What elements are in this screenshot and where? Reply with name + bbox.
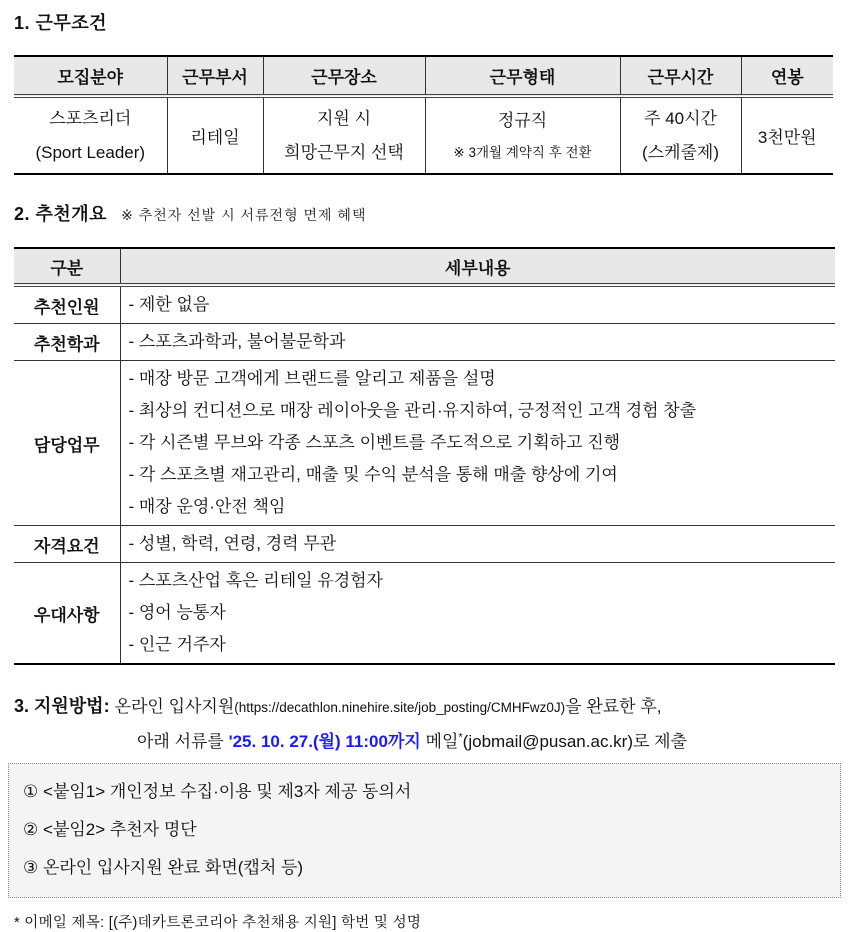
section3-title: 3. 지원방법 — [14, 696, 104, 716]
detail-item: - 각 시즌별 무브와 각종 스포츠 이벤트를 주도적으로 기획하고 진행 — [128, 433, 621, 452]
row-label: 자격요건 — [14, 526, 120, 563]
apply-line1: 3. 지원방법: 온라인 입사지원(https://decathlon.ninehire.site/job_posting/CMHFwz0J)을 완료한 후, — [14, 696, 662, 716]
row-label: 추천학과 — [14, 324, 120, 361]
working-conditions-table — [14, 55, 833, 175]
table-row — [14, 96, 833, 174]
table-header-row — [14, 56, 833, 96]
table-row-preferences — [14, 563, 835, 665]
detail-item: - 스포츠과학과, 불어불문학과 — [128, 332, 346, 351]
detail-item: - 각 스포츠별 재고관리, 매출 및 수익 분석을 통해 매출 향상에 기여 — [128, 465, 618, 484]
deadline-text: '25. 10. 27.(월) 11:00까지 — [228, 732, 421, 751]
detail-item: - 최상의 컨디션으로 매장 레이아웃을 관리·유지하여, 긍정적인 고객 경험 창출 — [128, 401, 697, 420]
row-label: 추천인원 — [14, 285, 120, 324]
table-row-headcount — [14, 285, 835, 324]
detail-item: - 성별, 학력, 연령, 경력 무관 — [128, 534, 337, 553]
attachments-box — [8, 763, 841, 898]
col-header-dept: 근무부서 — [167, 56, 263, 96]
detail-item: - 스포츠산업 혹은 리테일 유경험자 — [128, 571, 383, 590]
row-label: 우대사항 — [14, 563, 120, 665]
cell-salary: 3천만원 — [741, 96, 833, 174]
application-url: (https://decathlon.ninehire.site/job_posting/CMHFwz0J) — [234, 700, 566, 715]
email-subject-footnote: * 이메일 제목: [(주)데카트론코리아 추천채용 지원] 학번 및 성명 — [14, 915, 422, 931]
footnote-marker: * — [458, 731, 463, 744]
col-header-hours: 근무시간 — [620, 56, 741, 96]
section2-heading — [14, 200, 835, 226]
attachment-item-3: ③ 온라인 입사지원 완료 화면(캡처 등) — [23, 858, 304, 877]
detail-item: - 매장 운영·안전 책임 — [128, 497, 286, 516]
row-label: 담당업무 — [14, 361, 120, 526]
col-header-location: 근무장소 — [263, 56, 425, 96]
detail-item: - 인근 거주자 — [128, 635, 226, 654]
col-header-salary: 연봉 — [741, 56, 833, 96]
table-row-qualifications — [14, 526, 835, 563]
attachment-item-2: ② <붙임2> 추천자 명단 — [23, 820, 197, 839]
col-header-detail: 세부내용 — [120, 248, 835, 285]
table-header-row — [14, 248, 835, 285]
col-header-type: 근무형태 — [425, 56, 620, 96]
col-header-category: 구분 — [14, 248, 120, 285]
section2-note: ※ 추천자 선발 시 서류전형 면제 혜택 — [121, 207, 367, 223]
detail-item: - 제한 없음 — [128, 295, 210, 314]
section1-title: 1. 근무조건 — [14, 13, 108, 33]
col-header-field: 모집분야 — [14, 56, 167, 96]
detail-item: - 매장 방문 고객에게 브랜드를 알리고 제품을 설명 — [128, 369, 496, 388]
cell-field: 스포츠리더 (Sport Leader) — [14, 96, 167, 174]
cell-location: 지원 시 희망근무지 선택 — [263, 96, 425, 174]
table-row-departments — [14, 324, 835, 361]
cell-dept: 리테일 — [167, 96, 263, 174]
cell-hours: 주 40시간 (스케줄제) — [620, 96, 741, 174]
section2-title: 2. 추천개요 — [14, 204, 108, 224]
submission-email: (jobmail@pusan.ac.kr) — [462, 732, 633, 751]
table-row-duties — [14, 361, 835, 526]
recommendation-table — [14, 247, 835, 665]
apply-line2: 아래 서류를 '25. 10. 27.(월) 11:00까지 메일*(jobmail@pusan.ac.kr)로 제출 — [137, 731, 687, 751]
detail-item: - 영어 능통자 — [128, 603, 226, 622]
cell-type: 정규직 ※ 3개월 계약직 후 전환 — [425, 96, 620, 174]
attachment-item-1: ① <붙임1> 개인정보 수집·이용 및 제3자 제공 동의서 — [23, 782, 412, 801]
application-method — [14, 692, 835, 752]
